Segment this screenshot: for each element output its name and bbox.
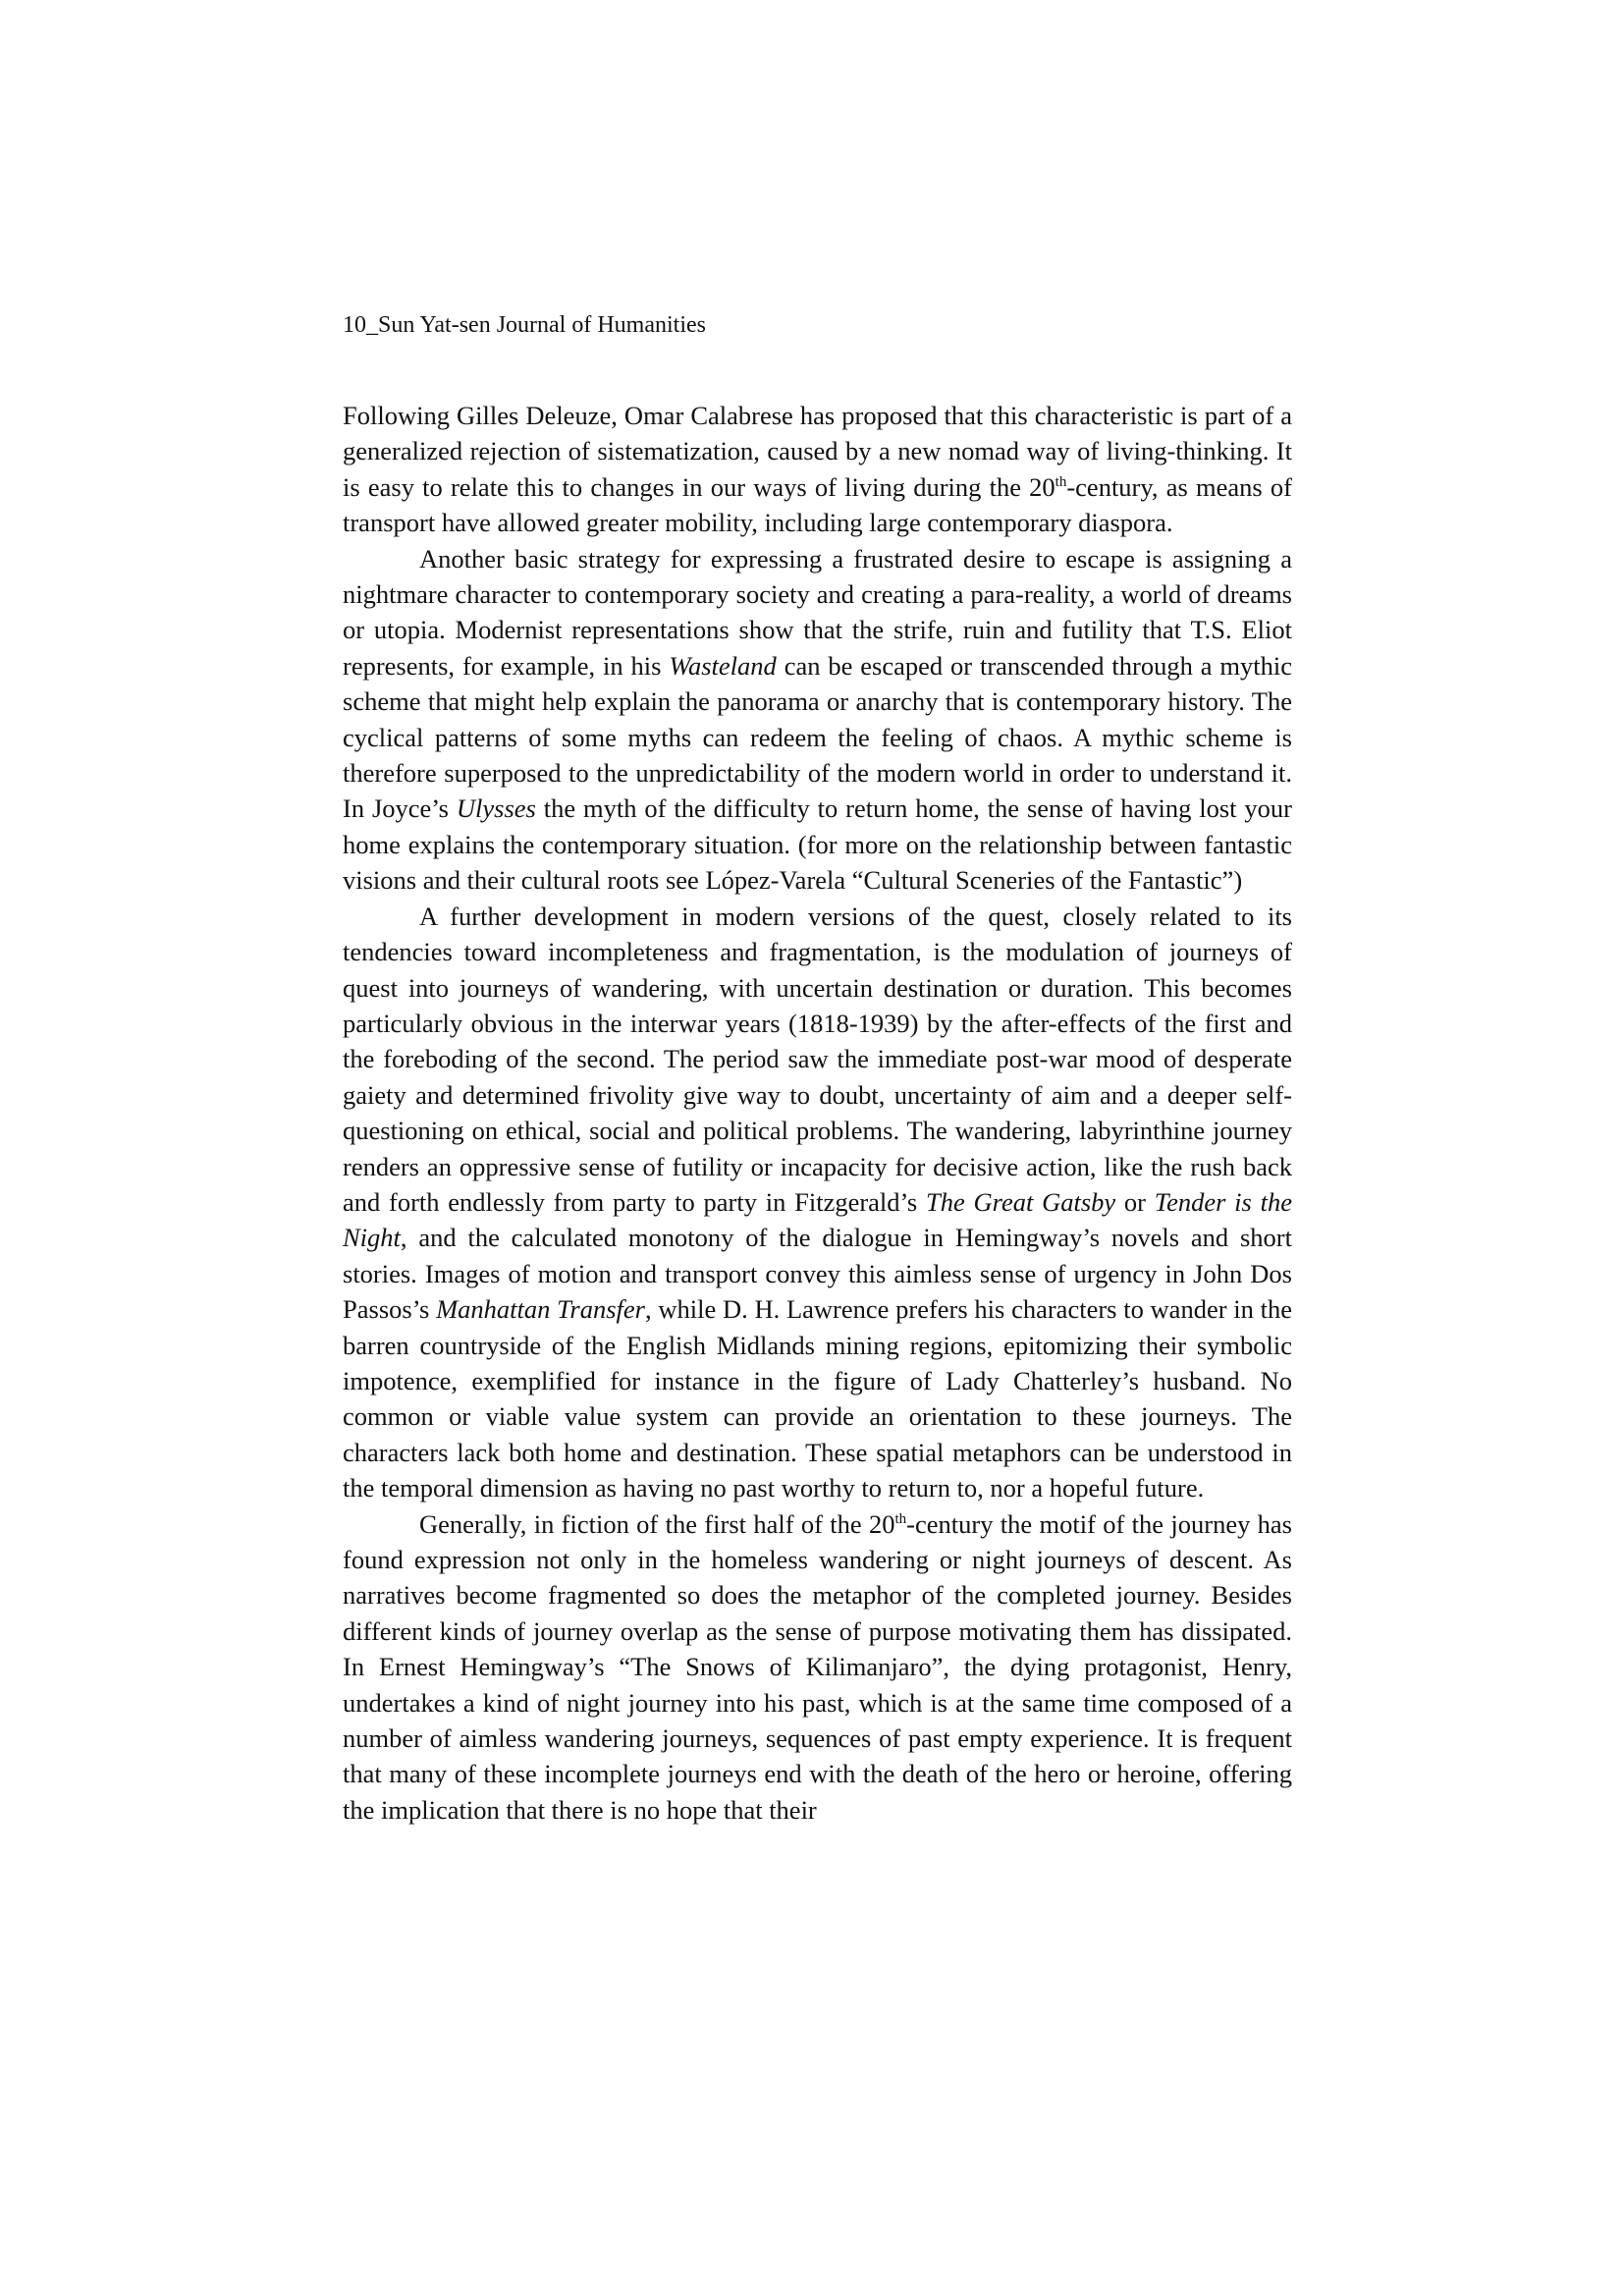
text-run: can be escaped or transcended through a mythic scheme that might help explain the panorama or anarchy that is contemporary history. The cyclical patterns of some myths can redeem the feeling of chaos. A mythic scheme is therefore superposed to the unpredictability of the modern world in order to understand it. In Joyce’s xyxy=(343,650,1292,824)
text-run: or xyxy=(1115,1186,1155,1217)
italic-title: Wasteland xyxy=(669,650,777,681)
running-head: 10_Sun Yat-sen Journal of Humanities xyxy=(343,312,706,338)
text-run: the myth of the difficulty to return home, the sense of having lost your home explains the contemporary situation. (for more on the relationship between fantastic visions and their cultural roots see López-Varela “Cultural Sceneries of the Fantastic”) xyxy=(343,793,1292,896)
text-run: A further development in modern versions of the quest, closely related to its tendencies toward incompleteness and fragmentation, is the modulation of journeys of quest into journeys of wandering, with uncertain destination or duration. This becomes particularly obvious in the interwar years (1818-1939) by the after-effects of the first and the foreboding of the second. The period saw the immediate post-war mood of desperate gaiety and determined frivolity give way to doubt, uncertainty of aim and a deeper self-questioning on ethical, social and political problems. The wandering, labyrinthine journey renders an oppressive sense of futility or incapacity for decisive action, like the rush back and forth endlessly from party to party in Fitzgerald’s xyxy=(343,901,1292,1217)
paragraph xyxy=(343,398,1292,541)
paragraph xyxy=(343,541,1292,899)
text-run: Generally, in fiction of the first half of the 20 xyxy=(419,1508,895,1539)
text-run: -century, as means of transport have allowed greater mobility, including large contemporary diaspora. xyxy=(343,471,1292,538)
italic-title: Ulysses xyxy=(456,793,536,824)
body-text xyxy=(343,398,1292,1828)
paragraph xyxy=(343,1506,1292,1829)
text-run: , while D. H. Lawrence prefers his characters to wander in the barren countryside of the English Midlands mining regions, epitomizing their symbolic impotence, exemplified for instance in the figure of Lady Chatterley’s husband. No common or viable value system can provide an orientation to these journeys. The characters lack both home and destination. These spatial metaphors can be understood in the temporal dimension as having no past worthy to return to, nor a hopeful future. xyxy=(343,1294,1292,1503)
text-run: -century the motif of the journey has found expression not only in the homeless wandering or night journeys of descent. As narratives become fragmented so does the metaphor of the completed journey. Besides different kinds of journey overlap as the sense of purpose motivating them has dissipated. In Ernest Hemingway’s “The Snows of Kilimanjaro”, the dying protagonist, Henry, undertakes a kind of night journey into his past, which is at the same time composed of a number of aimless wandering journeys, sequences of past empty experience. It is frequent that many of these incomplete journeys end with the death of the hero or heroine, offering the implication that there is no hope that their xyxy=(343,1508,1292,1825)
italic-title: Manhattan Transfer xyxy=(436,1294,645,1325)
superscript: th xyxy=(894,1510,907,1527)
text-run: Following Gilles Deleuze, Omar Calabrese has proposed that this characteristic is part of a generalized rejection of sistematization, caused by a new nomad way of living-thinking. It is easy to relate this to changes in our ways of living during the 20 xyxy=(343,401,1292,502)
paragraph xyxy=(343,899,1292,1506)
text-run: , and the calculated monotony of the dialogue in Hemingway’s novels and short stories. Images of motion and transport convey this aimless sense of urgency in John Dos Passos’s xyxy=(343,1223,1292,1325)
italic-title: Tender is the Night xyxy=(343,1186,1292,1253)
text-run: Another basic strategy for expressing a frustrated desire to escape is assigning a nightmare character to contemporary society and creating a para-reality, a world of dreams or utopia. Modernist representations show that the strife, ruin and futility that T.S. Eliot represents, for example, in his xyxy=(343,543,1292,681)
italic-title: The Great Gatsby xyxy=(925,1186,1116,1217)
superscript: th xyxy=(1055,473,1067,490)
